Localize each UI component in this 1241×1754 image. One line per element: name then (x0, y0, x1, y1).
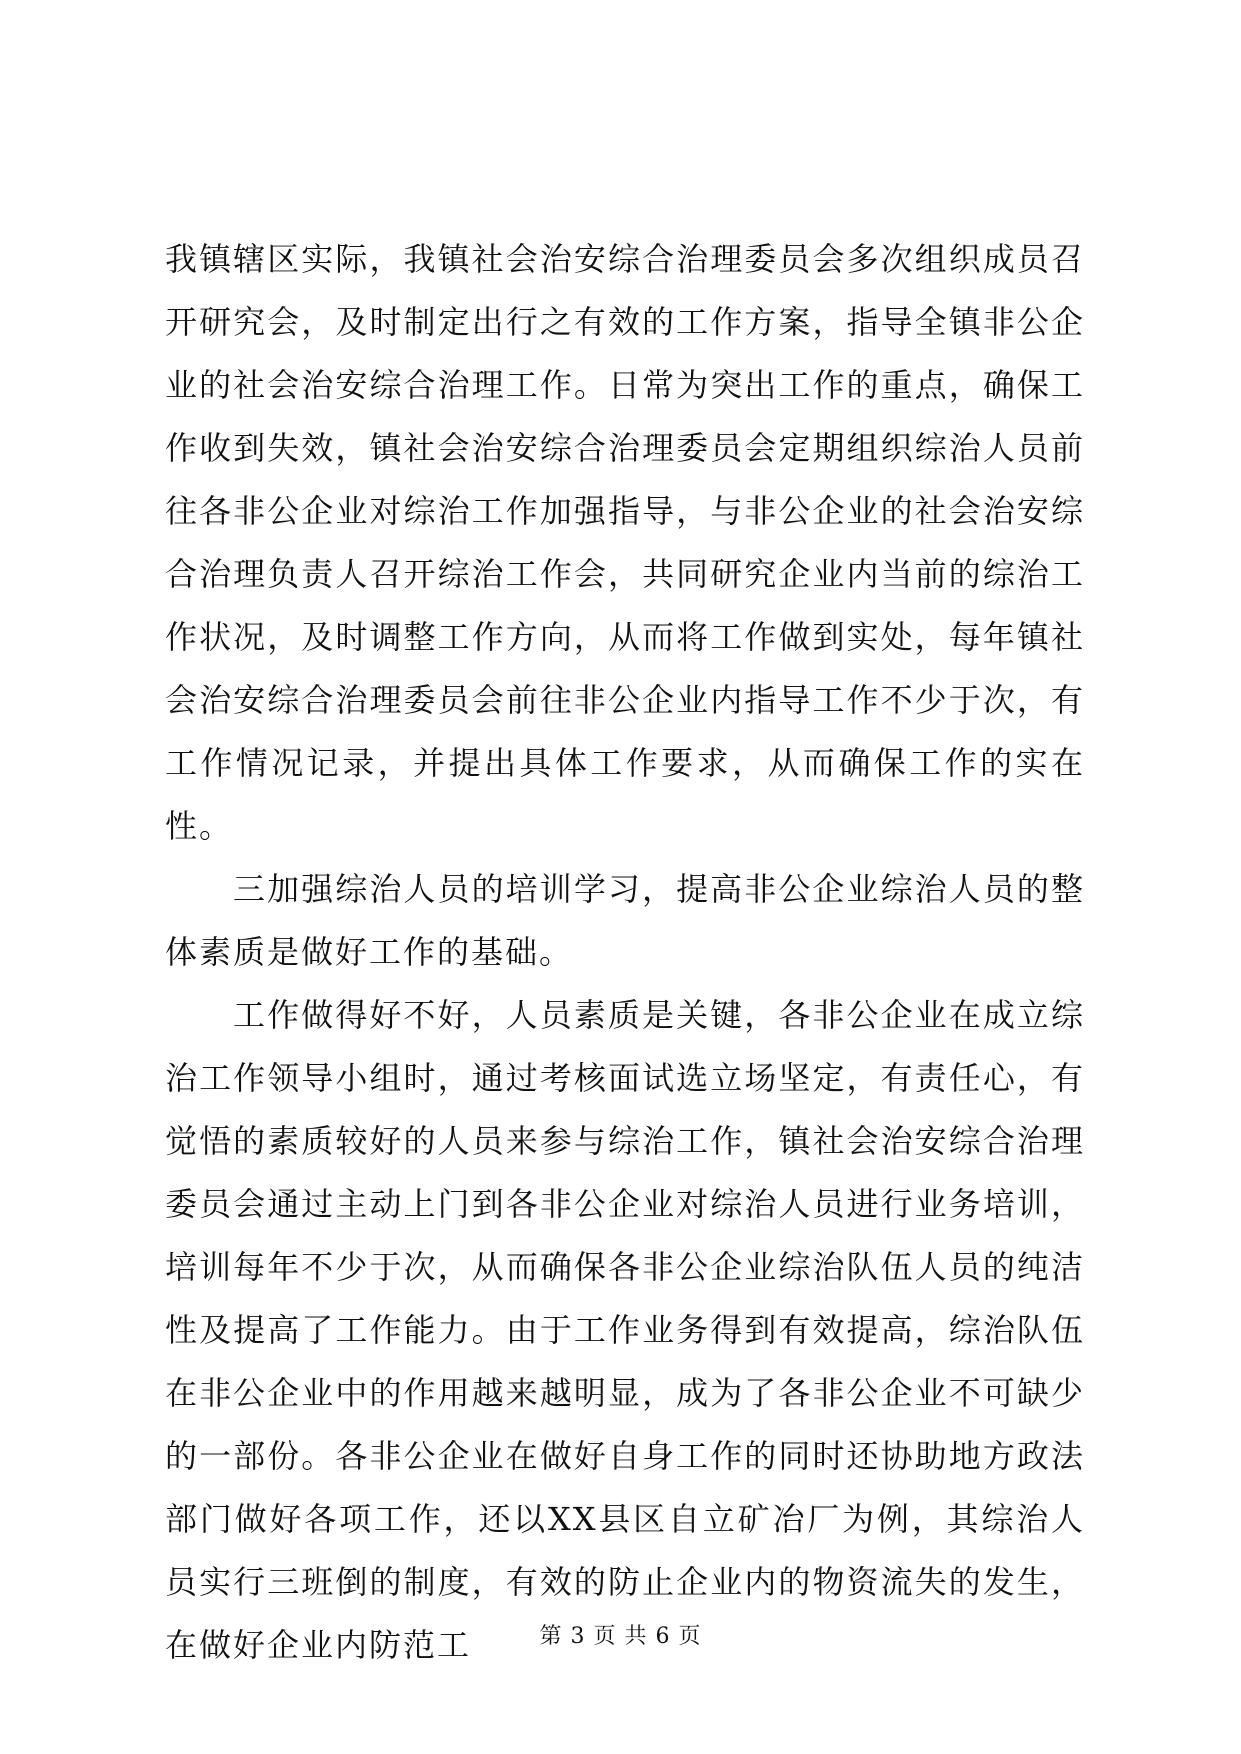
paragraph-2: 三加强综治人员的培训学习，提高非公企业综治人员的整体素质是做好工作的基础。 (165, 870, 1085, 971)
paragraph-1: 我镇辖区实际，我镇社会治安综合治理委员会多次组织成员召开研究会，及时制定出行之有效的工作方案，指导全镇非公企业的社会治安综合治理工作。日常为突出工作的重点，确保工作收到失效，镇社会治安综合治理委员会定期组织综治人员前往各非公企业对综治工作加强指导，与非公企业的社会治安综合治理负责人召开综治工作会，共同研究企业内当前的综治工作状况，及时调整工作方向，从而将工作做到实处，每年镇社会治安综合治理委员会前往非公企业内指导工作不少于次，有工作情况记录，并提出具体工作要求，从而确保工作的实在性。 (165, 240, 1085, 845)
document-body (165, 228, 1085, 1677)
paragraph-3: 工作做得好不好，人员素质是关键，各非公企业在成立综治工作领导小组时，通过考核面试选立场坚定，有责任心，有觉悟的素质较好的人员来参与综治工作，镇社会治安综合治理委员会通过主动上门到各非公企业对综治人员进行业务培训，培训每年不少于次，从而确保各非公企业综治队伍人员的纯洁性及提高了工作能力。由于工作业务得到有效提高，综治队伍在非公企业中的作用越来越明显，成为了各非公企业不可缺少的一部份。各非公企业在做好自身工作的同时还协助地方政法部门做好各项工作，还以XX县区自立矿冶厂为例，其综治人员实行三班倒的制度，有效的防止企业内的物资流失的发生，在做好企业内防范工 (165, 996, 1085, 1664)
page-footer: 第 3 页 共 6 页 (539, 1624, 702, 1649)
